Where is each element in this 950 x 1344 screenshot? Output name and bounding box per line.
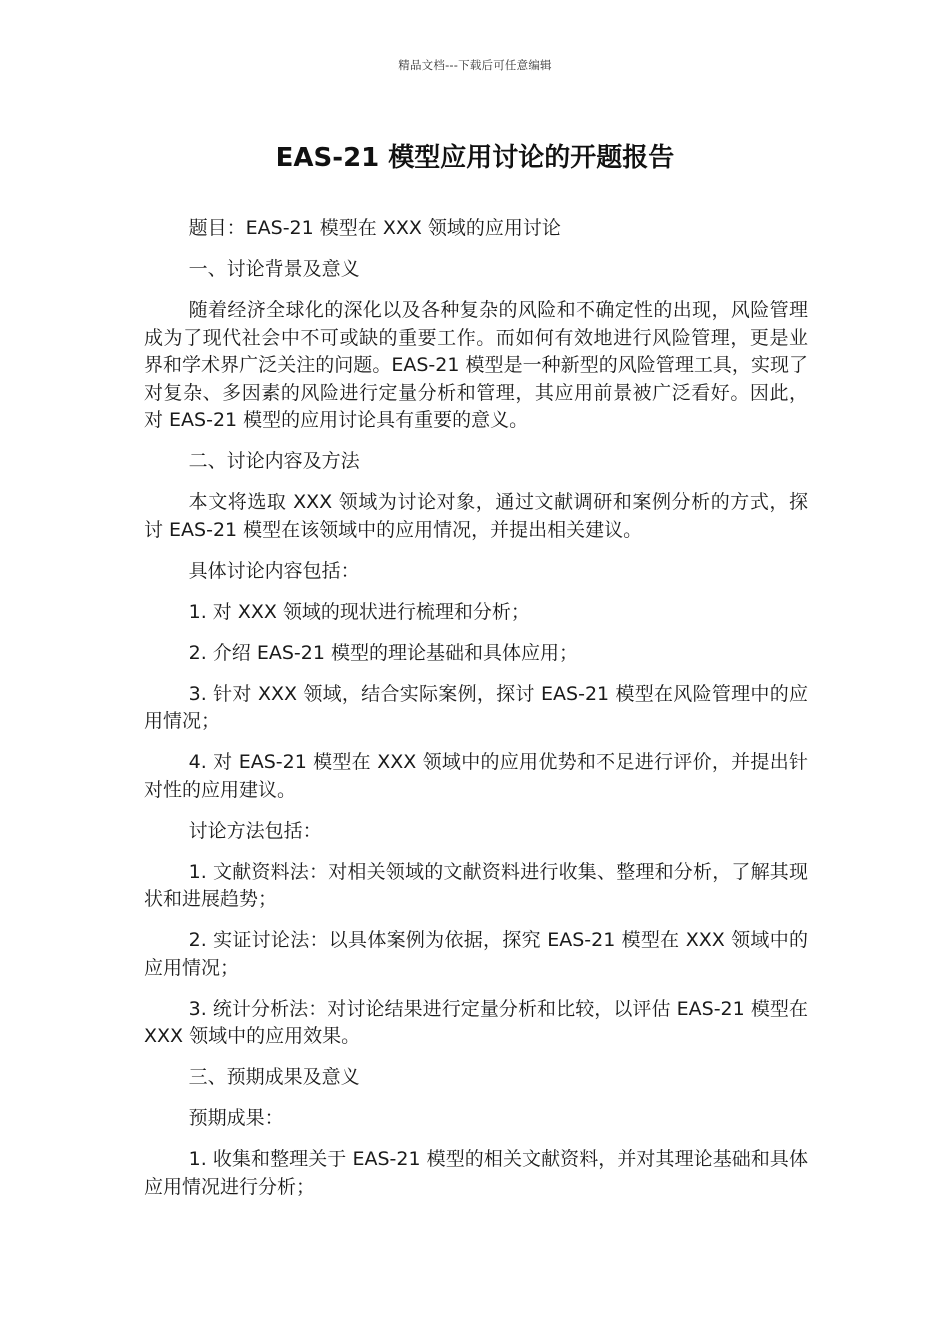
section-heading-background: 一、讨论背景及意义 — [188, 258, 360, 280]
section-heading-outcomes: 三、预期成果及意义 — [188, 1066, 360, 1088]
content-item-4: 4. 对 EAS-21 模型在 XXX 领域中的应用优势和不足进行评价，并提出针对性的应用建议。 — [144, 751, 808, 801]
topic-line: 题目：EAS-21 模型在 XXX 领域的应用讨论 — [188, 217, 561, 239]
method-list-heading: 讨论方法包括： — [188, 819, 322, 842]
content-item-1: 1. 对 XXX 领域的现状进行梳理和分析； — [188, 600, 530, 623]
content-item-2: 2. 介绍 EAS-21 模型的理论基础和具体应用； — [188, 641, 578, 664]
background-paragraph: 随着经济全球化的深化以及各种复杂的风险和不确定性的出现，风险管理成为了现代社会中不可或缺的重要工作。而如何有效地进行风险管理，更是业界和学术界广泛关注的问题。EAS-21 模型是一种新型的风险管理工具，实现了对复杂、多因素的风险进行定量分析和管理，其应用前景被广泛看好。因此，对 EAS-21 模型的应用讨论具有重要的意义。 — [144, 299, 808, 431]
section-heading-content-method: 二、讨论内容及方法 — [188, 450, 360, 472]
document-title: EAS-21 模型应用讨论的开题报告 — [275, 143, 675, 173]
method-item-3: 3. 统计分析法：对讨论结果进行定量分析和比较，以评估 EAS-21 模型在 XXX 领域中的应用效果。 — [144, 997, 808, 1047]
content-list-heading: 具体讨论内容包括： — [188, 559, 360, 582]
method-item-2: 2. 实证讨论法：以具体案例为依据，探究 EAS-21 模型在 XXX 领域中的应用情况； — [144, 929, 808, 979]
outcomes-heading: 预期成果： — [188, 1107, 284, 1129]
content-intro-paragraph: 本文将选取 XXX 领域为讨论对象，通过文献调研和案例分析的方式，探讨 EAS-21 模型在该领域中的应用情况，并提出相关建议。 — [144, 491, 808, 541]
content-item-3: 3. 针对 XXX 领域，结合实际案例，探讨 EAS-21 模型在风险管理中的应用情况； — [144, 682, 808, 732]
outcome-item-1: 1. 收集和整理关于 EAS-21 模型的相关文献资料，并对其理论基础和具体应用情况进行分析； — [144, 1148, 808, 1198]
method-item-1: 1. 文献资料法：对相关领域的文献资料进行收集、整理和分析，了解其现状和进展趋势； — [144, 860, 808, 910]
header-note: 精品文档---下载后可任意编辑 — [398, 58, 552, 72]
document-body — [144, 215, 808, 1215]
